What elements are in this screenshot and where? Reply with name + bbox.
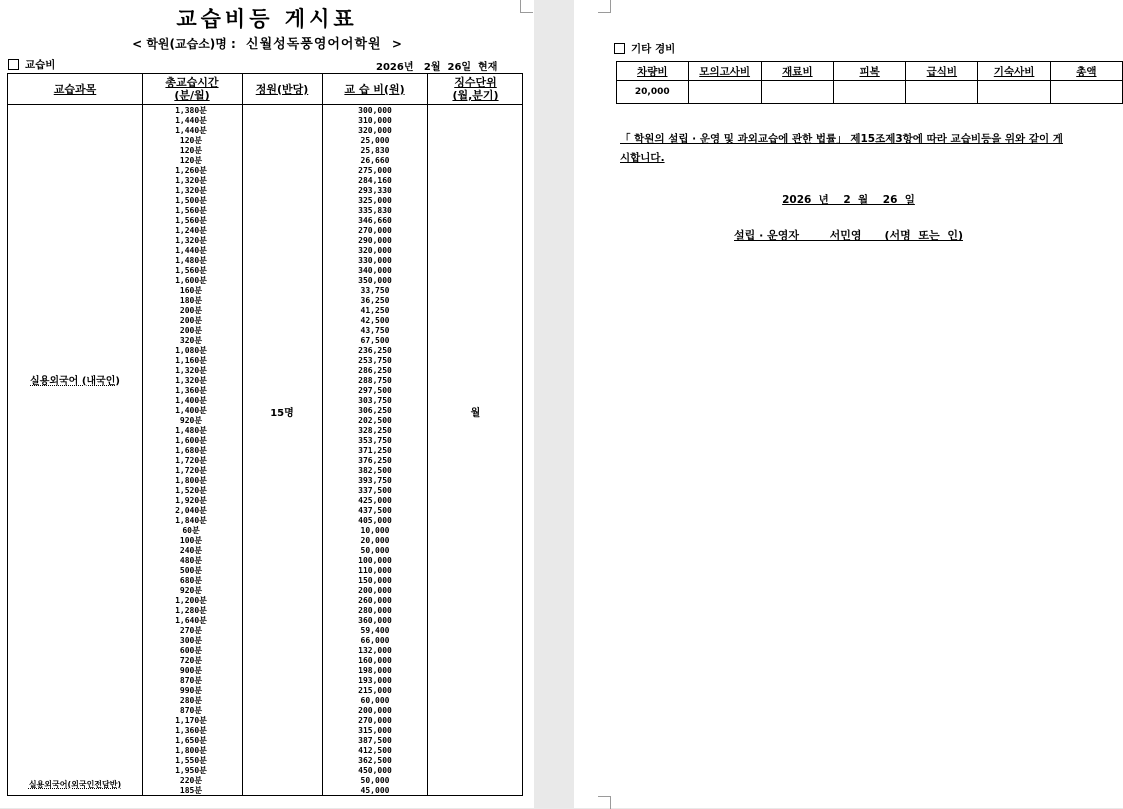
- fee-value: 50,000: [360, 546, 390, 555]
- tuition-table: [7, 73, 523, 796]
- fee-value: 200,000: [358, 586, 392, 595]
- fee-value: 288,750: [358, 376, 392, 385]
- fee-value: 330,000: [358, 256, 392, 265]
- hours-value: 1,160분: [175, 356, 207, 365]
- fee-value: 382,500: [358, 466, 392, 475]
- fee-value: 328,250: [358, 426, 392, 435]
- fee-value: 260,000: [358, 596, 392, 605]
- fee-value: 25,000: [360, 136, 390, 145]
- hours-value: 1,320분: [175, 366, 207, 375]
- hours-value: 1,380분: [175, 106, 207, 115]
- header-hours-line1: 총교습시간: [165, 76, 219, 89]
- fee-value: 371,250: [358, 446, 392, 455]
- fee-value: 286,250: [358, 366, 392, 375]
- as-of-date: 2026년 2월 26일 현재: [376, 62, 498, 73]
- expense-header-row: [617, 62, 1123, 81]
- posting-date: 2026 년 2 월 26 일: [782, 194, 915, 206]
- hours-value: 1,800분: [175, 746, 207, 755]
- hours-value: 1,260분: [175, 166, 207, 175]
- subject-main: 실용외국어 (내국인): [30, 376, 120, 387]
- fee-value: 198,000: [358, 666, 392, 675]
- hours-list: [142, 106, 240, 796]
- expense-header: 차량비: [617, 62, 689, 81]
- hours-value: 920분: [179, 586, 203, 595]
- hours-value: 120분: [179, 156, 203, 165]
- hours-value: 1,360분: [175, 386, 207, 395]
- hours-value: 185분: [179, 786, 203, 795]
- hours-value: 920분: [179, 416, 203, 425]
- hours-value: 200분: [179, 326, 203, 335]
- fee-value: 215,000: [358, 686, 392, 695]
- hours-value: 990분: [179, 686, 203, 695]
- law-notice: 「 학원의 설립 · 운영 및 과외교습에 관한 법률」 제15조제3항에 따라 교습비등을 위와 같이 게시합니다.: [620, 133, 1063, 164]
- fee-value: 110,000: [358, 566, 392, 575]
- hours-value: 1,170분: [175, 716, 207, 725]
- hours-value: 1,240분: [175, 226, 207, 235]
- hours-value: 1,560분: [175, 216, 207, 225]
- header-unit-line2: (월,분기): [452, 89, 499, 102]
- fee-value: 60,000: [360, 696, 390, 705]
- expense-value: [688, 81, 761, 104]
- fee-value: 275,000: [358, 166, 392, 175]
- header-capacity: [242, 74, 322, 104]
- hours-value: 1,600분: [175, 436, 207, 445]
- academy-name: 신월성독풍영어어학원: [246, 37, 382, 52]
- fee-value: 340,000: [358, 266, 392, 275]
- fee-value: 310,000: [358, 116, 392, 125]
- tuition-section-label: [8, 57, 55, 72]
- fee-value: 270,000: [358, 716, 392, 725]
- expense-value-row: [617, 81, 1123, 104]
- fee-value: 293,330: [358, 186, 392, 195]
- fee-value: 325,000: [358, 196, 392, 205]
- hours-value: 870분: [179, 706, 203, 715]
- fee-value: 45,000: [360, 786, 390, 795]
- column-divider: [427, 74, 428, 795]
- hours-value: 1,320분: [175, 236, 207, 245]
- fee-value: 337,500: [358, 486, 392, 495]
- fee-value: 270,000: [358, 226, 392, 235]
- column-divider: [242, 74, 243, 795]
- hours-value: 870분: [179, 676, 203, 685]
- fee-value: 202,500: [358, 416, 392, 425]
- checkbox-icon: [8, 59, 19, 70]
- hours-value: 1,720분: [175, 456, 207, 465]
- fee-value: 253,750: [358, 356, 392, 365]
- fee-value: 387,500: [358, 736, 392, 745]
- hours-value: 2,040분: [175, 506, 207, 515]
- fee-value: 66,000: [360, 636, 390, 645]
- hours-value: 300분: [179, 636, 203, 645]
- hours-value: 500분: [179, 566, 203, 575]
- expense-value: [906, 81, 978, 104]
- hours-value: 1,650분: [175, 736, 207, 745]
- fees-list: [323, 106, 427, 796]
- fee-value: 306,250: [358, 406, 392, 415]
- fee-value: 290,000: [358, 236, 392, 245]
- header-fee-text: 교 습 비(원): [344, 82, 405, 96]
- hours-value: 280분: [179, 696, 203, 705]
- hours-value: 600분: [179, 646, 203, 655]
- fee-value: 450,000: [358, 766, 392, 775]
- header-divider: [8, 104, 522, 105]
- fee-value: 59,400: [360, 626, 390, 635]
- hours-value: 900분: [179, 666, 203, 675]
- fee-value: 303,750: [358, 396, 392, 405]
- academy-close: >: [391, 37, 402, 51]
- hours-value: 100분: [179, 536, 203, 545]
- tuition-section-text: 교습비: [25, 59, 56, 71]
- fee-value: 20,000: [360, 536, 390, 545]
- signature-line: 설립 · 운영자 서민영 (서명 또는 인): [734, 229, 963, 242]
- billing-unit-value: 월: [470, 408, 481, 419]
- fee-value: 297,500: [358, 386, 392, 395]
- fee-value: 33,750: [360, 286, 390, 295]
- fee-value: 41,250: [360, 306, 390, 315]
- fee-value: 393,750: [358, 476, 392, 485]
- fee-value: 320,000: [358, 246, 392, 255]
- hours-value: 1,560분: [175, 206, 207, 215]
- fee-value: 150,000: [358, 576, 392, 585]
- hours-value: 1,440분: [175, 116, 207, 125]
- hours-value: 1,550분: [175, 756, 207, 765]
- header-fee: [322, 74, 427, 104]
- hours-value: 1,560분: [175, 266, 207, 275]
- expense-header: 기숙사비: [978, 62, 1050, 81]
- hours-value: 680분: [179, 576, 203, 585]
- expense-header: 모의고사비: [688, 62, 761, 81]
- right-document-page: [574, 0, 1123, 808]
- expense-value: [834, 81, 906, 104]
- fee-value: 362,500: [358, 756, 392, 765]
- hours-value: 1,600분: [175, 276, 207, 285]
- fee-value: 43,750: [360, 326, 390, 335]
- checkbox-icon: [614, 43, 625, 54]
- hours-value: 1,200분: [175, 596, 207, 605]
- fee-value: 346,660: [358, 216, 392, 225]
- hours-value: 120분: [179, 146, 203, 155]
- fee-value: 335,830: [358, 206, 392, 215]
- hours-value: 1,640분: [175, 616, 207, 625]
- fee-value: 193,000: [358, 676, 392, 685]
- hours-value: 1,840분: [175, 516, 207, 525]
- fee-value: 42,500: [360, 316, 390, 325]
- hours-value: 1,320분: [175, 176, 207, 185]
- hours-value: 180분: [179, 296, 203, 305]
- page-title: 교습비등 게시표: [176, 6, 358, 31]
- hours-value: 120분: [179, 136, 203, 145]
- fee-value: 25,830: [360, 146, 390, 155]
- expense-header: 급식비: [906, 62, 978, 81]
- hours-value: 1,680분: [175, 446, 207, 455]
- page-corner-mark: [598, 0, 611, 13]
- expense-value: [978, 81, 1050, 104]
- hours-value: 320분: [179, 336, 203, 345]
- fee-value: 360,000: [358, 616, 392, 625]
- fee-value: 405,000: [358, 516, 392, 525]
- fee-value: 26,660: [360, 156, 390, 165]
- hours-value: 1,500분: [175, 196, 207, 205]
- expense-value: [761, 81, 833, 104]
- fee-value: 284,160: [358, 176, 392, 185]
- academy-label: < 학원(교습소)명 :: [132, 37, 236, 51]
- hours-value: 1,320분: [175, 376, 207, 385]
- hours-value: 1,480분: [175, 426, 207, 435]
- hours-value: 60분: [182, 526, 200, 535]
- header-capacity-text: 정원(반당): [255, 82, 309, 96]
- fee-value: 10,000: [360, 526, 390, 535]
- other-expenses-section-label: [614, 41, 675, 56]
- header-subject: [8, 74, 142, 104]
- hours-value: 1,280분: [175, 606, 207, 615]
- header-hours: [142, 74, 242, 104]
- expense-header: 재료비: [761, 62, 833, 81]
- hours-value: 1,480분: [175, 256, 207, 265]
- fee-value: 132,000: [358, 646, 392, 655]
- hours-value: 1,400분: [175, 406, 207, 415]
- fee-value: 100,000: [358, 556, 392, 565]
- fee-value: 300,000: [358, 106, 392, 115]
- hours-value: 1,920분: [175, 496, 207, 505]
- fee-value: 160,000: [358, 656, 392, 665]
- hours-value: 1,440분: [175, 126, 207, 135]
- fee-value: 200,000: [358, 706, 392, 715]
- hours-value: 720분: [179, 656, 203, 665]
- hours-value: 1,080분: [175, 346, 207, 355]
- hours-value: 1,400분: [175, 396, 207, 405]
- hours-value: 1,520분: [175, 486, 207, 495]
- other-expenses-text: 기타 경비: [631, 43, 676, 55]
- academy-name-line: [0, 33, 534, 52]
- left-document-page: [0, 0, 534, 808]
- fee-value: 236,250: [358, 346, 392, 355]
- expense-header: 총액: [1050, 62, 1122, 81]
- capacity-value: 15명: [270, 408, 294, 419]
- header-billing-unit: [427, 74, 524, 104]
- fee-value: 50,000: [360, 776, 390, 785]
- expense-value: 20,000: [617, 81, 689, 104]
- hours-value: 160분: [179, 286, 203, 295]
- expense-header: 피복: [834, 62, 906, 81]
- fee-value: 353,750: [358, 436, 392, 445]
- hours-value: 1,320분: [175, 186, 207, 195]
- fee-value: 280,000: [358, 606, 392, 615]
- header-hours-line2: (분/월): [174, 89, 210, 102]
- hours-value: 480분: [179, 556, 203, 565]
- hours-value: 240분: [179, 546, 203, 555]
- hours-value: 200분: [179, 316, 203, 325]
- hours-value: 1,720분: [175, 466, 207, 475]
- hours-value: 220분: [179, 776, 203, 785]
- page-corner-mark: [598, 796, 611, 809]
- other-expenses-table: [616, 61, 1123, 104]
- subject-foreign: 실용외국어(외국인전담반): [28, 780, 122, 789]
- fee-value: 376,250: [358, 456, 392, 465]
- hours-value: 270분: [179, 626, 203, 635]
- fee-value: 36,250: [360, 296, 390, 305]
- fee-value: 437,500: [358, 506, 392, 515]
- hours-value: 200분: [179, 306, 203, 315]
- header-subject-text: 교습과목: [53, 82, 97, 96]
- fee-value: 412,500: [358, 746, 392, 755]
- fee-value: 350,000: [358, 276, 392, 285]
- fee-value: 67,500: [360, 336, 390, 345]
- hours-value: 1,360분: [175, 726, 207, 735]
- hours-value: 1,440분: [175, 246, 207, 255]
- hours-value: 1,800분: [175, 476, 207, 485]
- header-unit-line1: 징수단위: [454, 76, 497, 89]
- hours-value: 1,950분: [175, 766, 207, 775]
- fee-value: 425,000: [358, 496, 392, 505]
- fee-value: 320,000: [358, 126, 392, 135]
- fee-value: 315,000: [358, 726, 392, 735]
- expense-value: [1050, 81, 1122, 104]
